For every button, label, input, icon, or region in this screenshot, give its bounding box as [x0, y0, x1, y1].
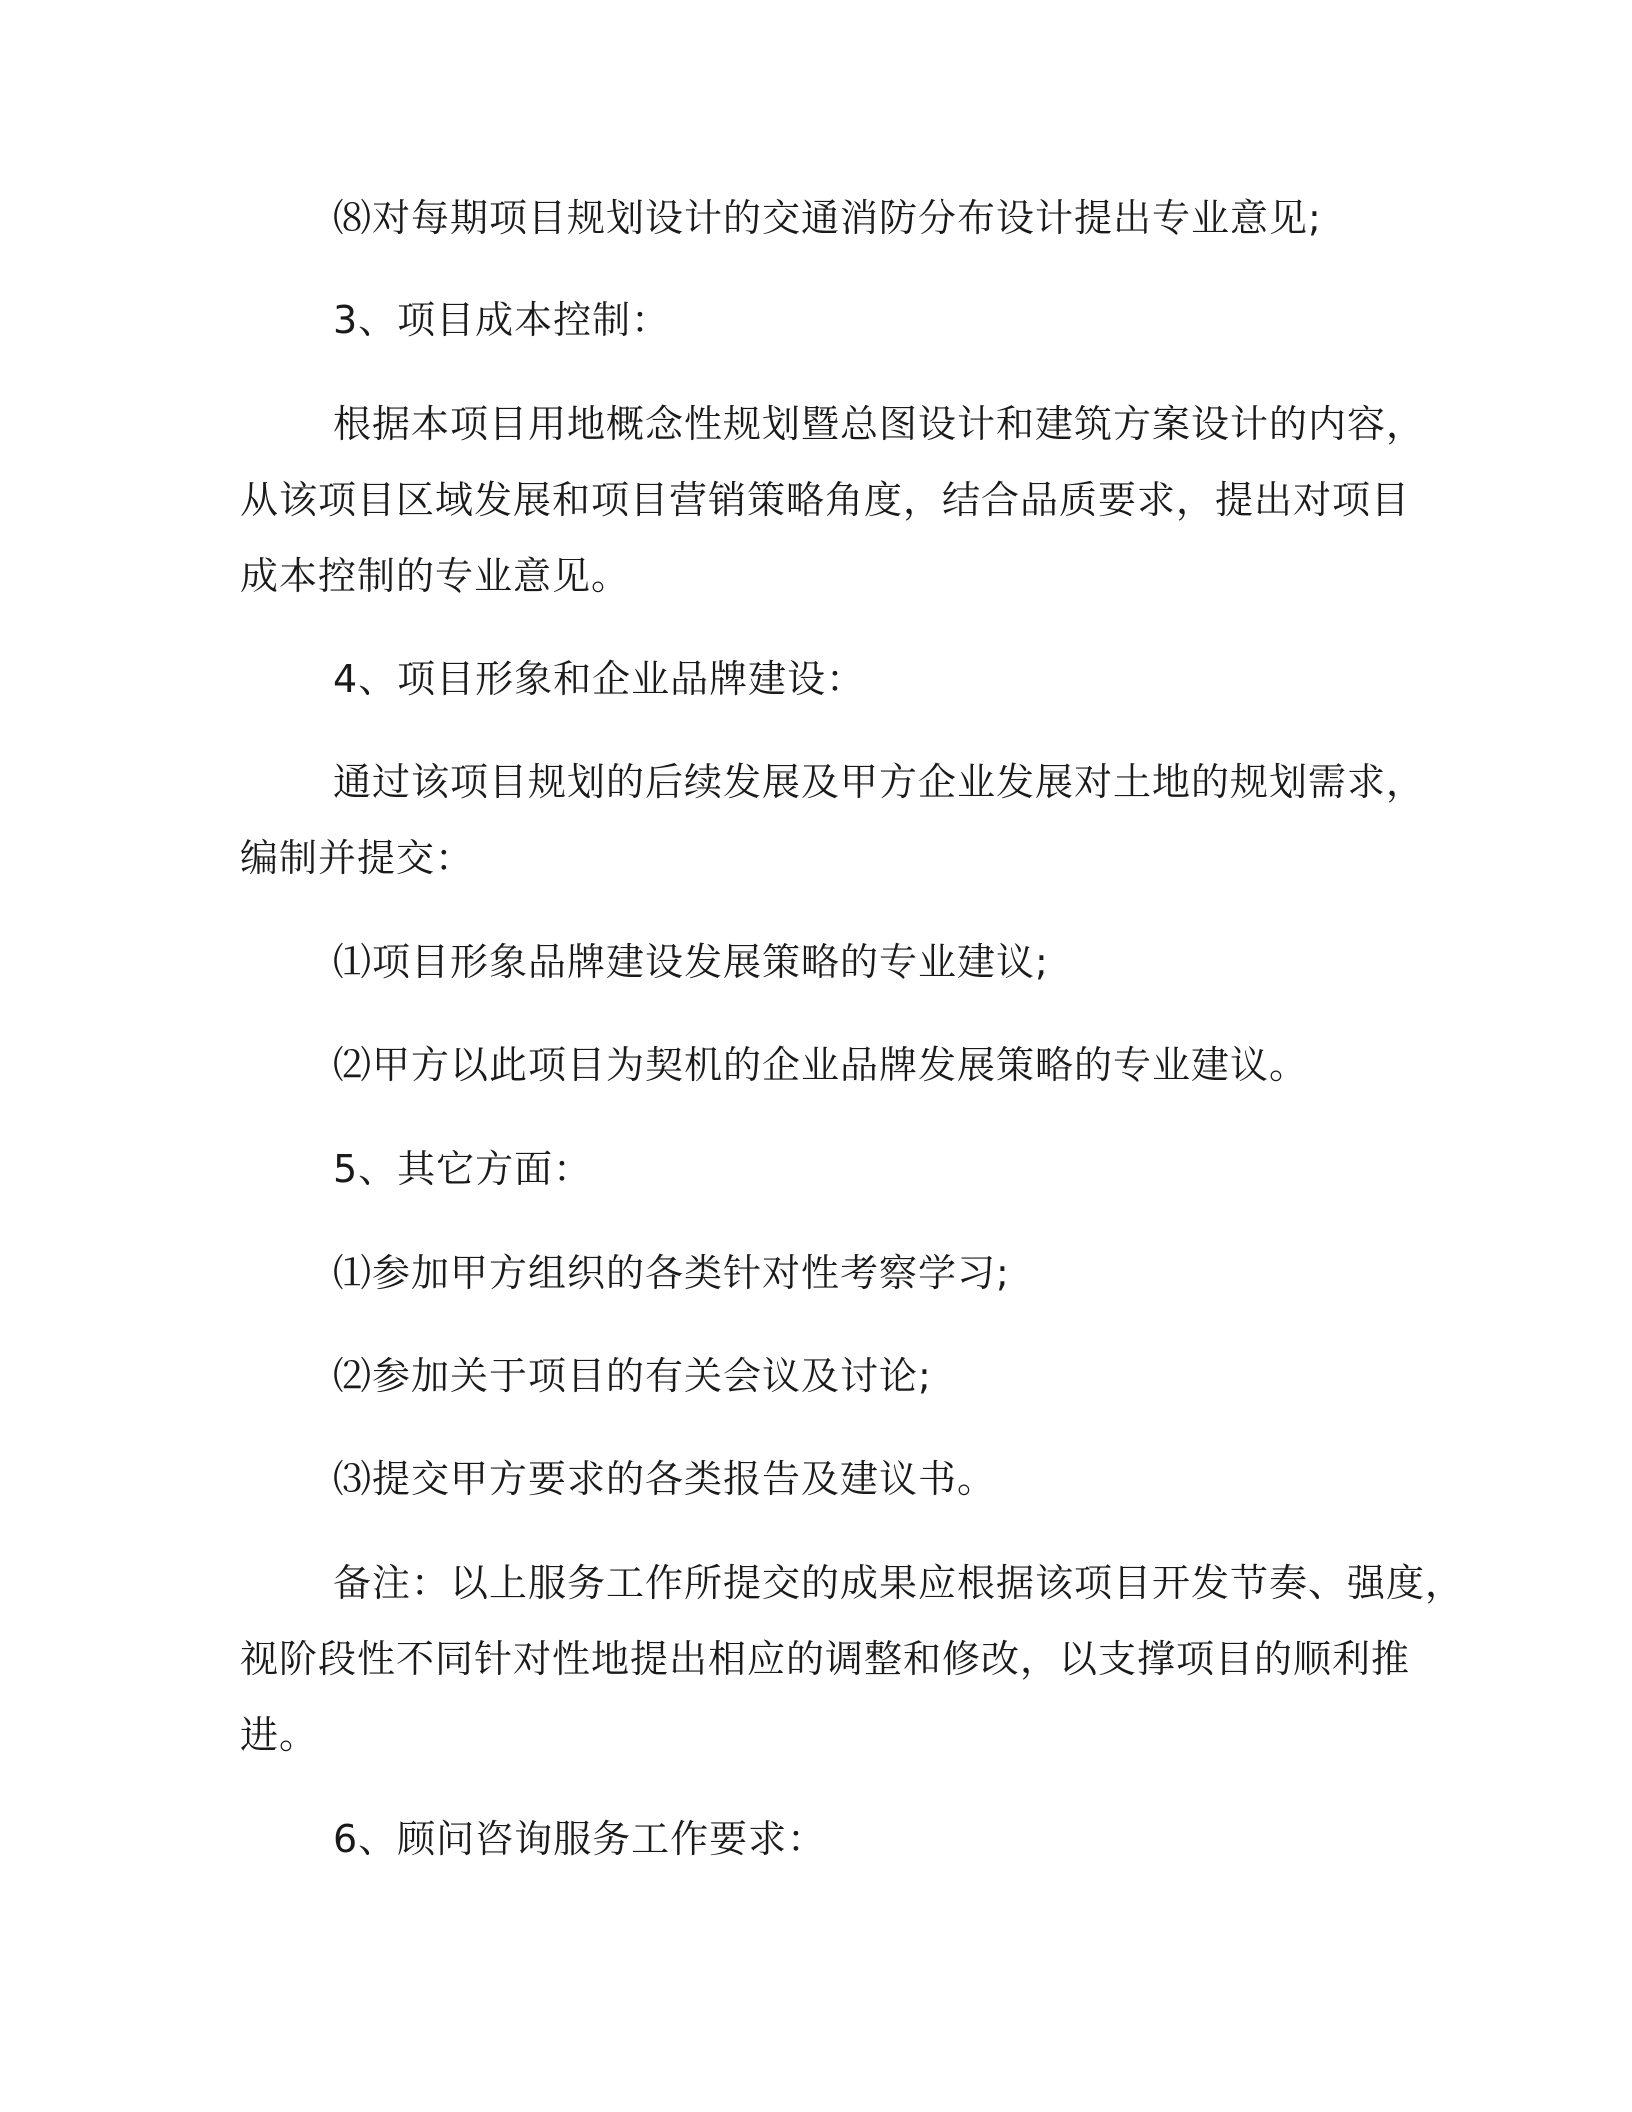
section-5-item-2: ⑵参加关于项目的有关会议及讨论; [333, 1354, 932, 1398]
section-3-body-line-2: 从该项目区域发展和项目营销策略角度，结合品质要求，提出对项目 [240, 478, 1411, 522]
section-3-body-line-1: 根据本项目用地概念性规划暨总图设计和建筑方案设计的内容， [333, 402, 1426, 446]
item-8-paragraph: ⑻对每期项目规划设计的交通消防分布设计提出专业意见; [333, 196, 1322, 240]
section-4-item-2: ⑵甲方以此项目为契机的企业品牌发展策略的专业建议。 [333, 1043, 1309, 1087]
section-5-heading: 5、其它方面： [333, 1147, 593, 1191]
section-5-item-3: ⑶提交甲方要求的各类报告及建议书。 [333, 1457, 997, 1501]
note-line-1: 备注：以上服务工作所提交的成果应根据该项目开发节奏、强度， [333, 1561, 1465, 1605]
section-5-item-1: ⑴参加甲方组织的各类针对性考察学习; [333, 1251, 1010, 1295]
section-4-body-line-1: 通过该项目规划的后续发展及甲方企业发展对土地的规划需求， [333, 760, 1426, 804]
section-3-heading: 3、项目成本控制： [333, 298, 671, 342]
note-line-3: 进。 [240, 1713, 319, 1757]
section-4-body-line-2: 编制并提交： [240, 836, 475, 880]
section-4-item-1: ⑴项目形象品牌建设发展策略的专业建议; [333, 940, 1049, 984]
note-line-2: 视阶段性不同针对性地提出相应的调整和修改，以支撑项目的顺利推 [240, 1637, 1411, 1681]
section-3-body-line-3: 成本控制的专业意见。 [240, 554, 631, 598]
section-6-heading: 6、顾问咨询服务工作要求： [333, 1817, 827, 1861]
section-4-heading: 4、项目形象和企业品牌建设： [333, 657, 866, 701]
